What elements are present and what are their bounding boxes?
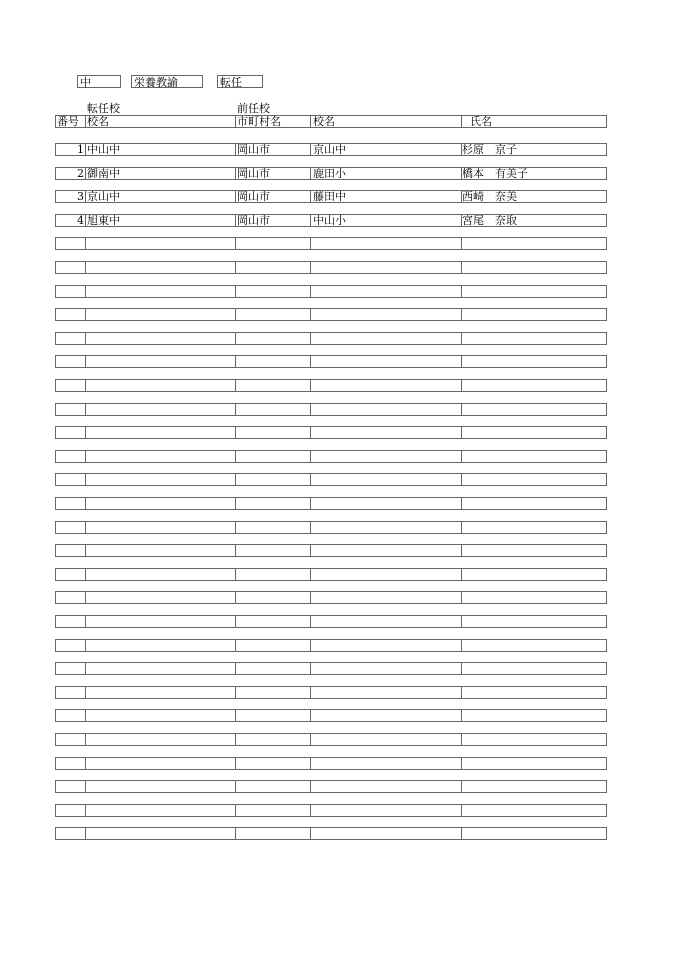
cell-city: 岡山市 [237, 191, 270, 202]
column-divider [85, 522, 86, 533]
cell-name [462, 427, 606, 438]
cell-city [237, 404, 309, 415]
column-divider [310, 710, 311, 721]
cell-no [56, 238, 84, 249]
column-divider [85, 758, 86, 769]
cell-prev-school [313, 474, 459, 485]
cell-school [87, 616, 235, 627]
cell-city [237, 498, 309, 509]
column-divider [235, 451, 236, 462]
cell-school [87, 286, 235, 297]
cell-name [462, 805, 606, 816]
cell-prev-school [313, 309, 459, 320]
cell-name [462, 451, 606, 462]
cell-city [237, 522, 309, 533]
cell-prev-school: 中山小 [313, 215, 346, 226]
cell-no [56, 451, 84, 462]
cell-name [462, 828, 606, 839]
column-divider [235, 640, 236, 651]
column-divider [85, 616, 86, 627]
cell-city [237, 663, 309, 674]
column-divider [85, 309, 86, 320]
column-divider [235, 286, 236, 297]
column-divider [310, 215, 311, 226]
column-divider [310, 168, 311, 179]
cell-no [56, 805, 84, 816]
table-row [55, 190, 607, 203]
cell-name [462, 333, 606, 344]
cell-name [462, 545, 606, 556]
header-prev-school: 校名 [313, 116, 335, 127]
column-divider [235, 758, 236, 769]
cell-school [87, 451, 235, 462]
cell-school [87, 781, 235, 792]
cell-city [237, 828, 309, 839]
column-divider [235, 380, 236, 391]
cell-prev-school [313, 616, 459, 627]
cell-city [237, 380, 309, 391]
tag-level: 中 [77, 75, 121, 88]
table-row [55, 544, 607, 557]
cell-no [56, 333, 84, 344]
table-row [55, 686, 607, 699]
column-divider [310, 828, 311, 839]
cell-school [87, 498, 235, 509]
cell-no [56, 404, 84, 415]
cell-prev-school [313, 498, 459, 509]
cell-prev-school [313, 238, 459, 249]
table-row [55, 827, 607, 840]
cell-school [87, 545, 235, 556]
cell-no [56, 758, 84, 769]
cell-name [462, 663, 606, 674]
column-divider [85, 734, 86, 745]
column-divider [235, 522, 236, 533]
cell-name [462, 238, 606, 249]
table-row [55, 615, 607, 628]
column-divider [85, 333, 86, 344]
column-divider [235, 238, 236, 249]
column-divider [85, 427, 86, 438]
table-row [55, 733, 607, 746]
column-divider [310, 805, 311, 816]
column-divider [85, 286, 86, 297]
cell-city [237, 427, 309, 438]
header-city: 市町村名 [237, 116, 281, 127]
column-divider [85, 687, 86, 698]
table-row [55, 804, 607, 817]
table-row [55, 308, 607, 321]
cell-no: 4 [77, 215, 84, 226]
column-divider [85, 663, 86, 674]
cell-no [56, 356, 84, 367]
column-divider [85, 805, 86, 816]
column-divider [310, 116, 311, 127]
cell-school [87, 734, 235, 745]
table-header-row [55, 115, 607, 128]
cell-name [462, 309, 606, 320]
column-divider [85, 569, 86, 580]
cell-prev-school [313, 333, 459, 344]
column-divider [85, 356, 86, 367]
table-row [55, 261, 607, 274]
cell-no [56, 734, 84, 745]
cell-no [56, 286, 84, 297]
cell-school [87, 758, 235, 769]
cell-school: 御南中 [87, 168, 120, 179]
column-divider [310, 286, 311, 297]
column-divider [85, 498, 86, 509]
cell-school [87, 828, 235, 839]
cell-city [237, 356, 309, 367]
tag-type: 転任 [217, 75, 263, 88]
cell-no: 3 [77, 191, 84, 202]
column-divider [310, 569, 311, 580]
column-divider [235, 404, 236, 415]
column-divider [310, 404, 311, 415]
column-divider [310, 545, 311, 556]
cell-no [56, 616, 84, 627]
table-row [55, 639, 607, 652]
cell-school [87, 356, 235, 367]
table-row [55, 285, 607, 298]
column-divider [461, 116, 462, 127]
column-divider [85, 116, 86, 127]
cell-prev-school [313, 710, 459, 721]
cell-city [237, 545, 309, 556]
cell-no [56, 522, 84, 533]
column-divider [85, 545, 86, 556]
cell-prev-school: 京山中 [313, 144, 346, 155]
table-row [55, 403, 607, 416]
column-divider [310, 734, 311, 745]
cell-no [56, 498, 84, 509]
cell-name [462, 404, 606, 415]
cell-city [237, 734, 309, 745]
column-divider [235, 427, 236, 438]
cell-name [462, 262, 606, 273]
cell-name [462, 687, 606, 698]
cell-name [462, 781, 606, 792]
column-divider [310, 380, 311, 391]
column-divider [235, 687, 236, 698]
cell-prev-school [313, 451, 459, 462]
column-divider [235, 781, 236, 792]
column-divider [235, 710, 236, 721]
column-divider [235, 168, 236, 179]
column-divider [235, 215, 236, 226]
cell-prev-school [313, 286, 459, 297]
column-divider [235, 144, 236, 155]
table-row [55, 521, 607, 534]
column-divider [85, 828, 86, 839]
cell-prev-school: 藤田中 [313, 191, 346, 202]
cell-name: 宮尾 奈取 [462, 215, 517, 226]
cell-name [462, 522, 606, 533]
column-divider [235, 616, 236, 627]
cell-name [462, 640, 606, 651]
cell-school [87, 805, 235, 816]
column-divider [235, 569, 236, 580]
table-row [55, 355, 607, 368]
cell-prev-school [313, 758, 459, 769]
column-divider [310, 427, 311, 438]
cell-no: 2 [77, 168, 84, 179]
column-divider [310, 592, 311, 603]
cell-prev-school [313, 805, 459, 816]
cell-prev-school [313, 545, 459, 556]
cell-no [56, 663, 84, 674]
column-divider [85, 592, 86, 603]
cell-city [237, 262, 309, 273]
cell-name [462, 356, 606, 367]
cell-name [462, 758, 606, 769]
cell-school [87, 262, 235, 273]
table-row [55, 662, 607, 675]
cell-city [237, 616, 309, 627]
cell-school: 京山中 [87, 191, 120, 202]
cell-name [462, 380, 606, 391]
cell-school [87, 663, 235, 674]
cell-city [237, 781, 309, 792]
cell-prev-school [313, 522, 459, 533]
column-divider [235, 333, 236, 344]
cell-school [87, 238, 235, 249]
cell-city [237, 333, 309, 344]
cell-no: 1 [77, 144, 84, 155]
column-divider [310, 309, 311, 320]
cell-city [237, 309, 309, 320]
table-row [55, 780, 607, 793]
column-divider [85, 144, 86, 155]
cell-school [87, 333, 235, 344]
cell-no [56, 545, 84, 556]
cell-no [56, 380, 84, 391]
cell-city [237, 238, 309, 249]
table-row [55, 332, 607, 345]
table-row [55, 214, 607, 227]
column-divider [235, 828, 236, 839]
table-row [55, 568, 607, 581]
column-divider [310, 262, 311, 273]
column-divider [310, 781, 311, 792]
table-row [55, 709, 607, 722]
column-divider [235, 734, 236, 745]
cell-city [237, 687, 309, 698]
cell-city [237, 286, 309, 297]
cell-name [462, 286, 606, 297]
column-divider [85, 640, 86, 651]
cell-city [237, 640, 309, 651]
cell-name [462, 474, 606, 485]
cell-no [56, 592, 84, 603]
column-divider [310, 191, 311, 202]
cell-prev-school [313, 640, 459, 651]
group-header-transfer-school: 転任校 [87, 102, 120, 115]
table-row [55, 426, 607, 439]
cell-school: 中山中 [87, 144, 120, 155]
cell-city [237, 710, 309, 721]
cell-school [87, 309, 235, 320]
cell-city [237, 758, 309, 769]
column-divider [310, 640, 311, 651]
cell-school [87, 569, 235, 580]
table-row [55, 497, 607, 510]
column-divider [85, 404, 86, 415]
tag-position: 栄養教諭 [131, 75, 203, 88]
cell-city [237, 451, 309, 462]
column-divider [85, 451, 86, 462]
cell-school [87, 380, 235, 391]
column-divider [310, 522, 311, 533]
cell-no [56, 687, 84, 698]
column-divider [85, 238, 86, 249]
column-divider [310, 451, 311, 462]
cell-no [56, 710, 84, 721]
cell-city [237, 569, 309, 580]
cell-school [87, 522, 235, 533]
group-header-previous-school: 前任校 [237, 102, 270, 115]
table-row [55, 757, 607, 770]
cell-school [87, 640, 235, 651]
cell-city: 岡山市 [237, 168, 270, 179]
cell-prev-school [313, 404, 459, 415]
column-divider [235, 262, 236, 273]
table-row [55, 473, 607, 486]
column-divider [310, 474, 311, 485]
cell-name [462, 498, 606, 509]
cell-city: 岡山市 [237, 144, 270, 155]
cell-no [56, 474, 84, 485]
column-divider [235, 474, 236, 485]
cell-no [56, 781, 84, 792]
cell-name [462, 734, 606, 745]
cell-school [87, 687, 235, 698]
cell-prev-school [313, 262, 459, 273]
cell-prev-school [313, 380, 459, 391]
cell-prev-school [313, 781, 459, 792]
cell-name [462, 592, 606, 603]
cell-city: 岡山市 [237, 215, 270, 226]
table-row [55, 237, 607, 250]
table-row [55, 591, 607, 604]
column-divider [310, 238, 311, 249]
column-divider [310, 663, 311, 674]
column-divider [85, 168, 86, 179]
cell-no [56, 309, 84, 320]
cell-no [56, 427, 84, 438]
header-school: 校名 [87, 116, 109, 127]
column-divider [310, 333, 311, 344]
cell-name [462, 710, 606, 721]
cell-no [56, 828, 84, 839]
cell-prev-school [313, 663, 459, 674]
column-divider [310, 144, 311, 155]
cell-name: 杉原 京子 [462, 144, 517, 155]
column-divider [310, 687, 311, 698]
cell-prev-school [313, 828, 459, 839]
cell-city [237, 592, 309, 603]
cell-no [56, 640, 84, 651]
column-divider [235, 116, 236, 127]
cell-no [56, 569, 84, 580]
cell-school [87, 427, 235, 438]
cell-prev-school [313, 569, 459, 580]
table-row [55, 450, 607, 463]
cell-school [87, 592, 235, 603]
column-divider [310, 356, 311, 367]
column-divider [235, 805, 236, 816]
cell-school: 旭東中 [87, 215, 120, 226]
column-divider [235, 191, 236, 202]
cell-city [237, 474, 309, 485]
cell-prev-school [313, 356, 459, 367]
cell-name [462, 616, 606, 627]
cell-school [87, 404, 235, 415]
column-divider [235, 309, 236, 320]
cell-school [87, 710, 235, 721]
cell-prev-school [313, 734, 459, 745]
cell-prev-school [313, 592, 459, 603]
table-row [55, 379, 607, 392]
column-divider [85, 262, 86, 273]
column-divider [235, 663, 236, 674]
column-divider [235, 498, 236, 509]
cell-name: 橋本 有美子 [462, 168, 528, 179]
cell-city [237, 805, 309, 816]
column-divider [85, 380, 86, 391]
column-divider [235, 356, 236, 367]
cell-prev-school: 鹿田小 [313, 168, 346, 179]
column-divider [310, 498, 311, 509]
header-name: 氏名 [470, 116, 492, 127]
cell-name: 西崎 奈美 [462, 191, 517, 202]
cell-prev-school [313, 427, 459, 438]
column-divider [235, 592, 236, 603]
column-divider [85, 710, 86, 721]
table-row [55, 167, 607, 180]
column-divider [85, 215, 86, 226]
column-divider [85, 474, 86, 485]
cell-school [87, 474, 235, 485]
cell-name [462, 569, 606, 580]
table-row [55, 143, 607, 156]
cell-no [56, 262, 84, 273]
column-divider [85, 781, 86, 792]
cell-prev-school [313, 687, 459, 698]
column-divider [85, 191, 86, 202]
header-no: 番号 [57, 116, 79, 127]
column-divider [310, 758, 311, 769]
column-divider [235, 545, 236, 556]
column-divider [310, 616, 311, 627]
